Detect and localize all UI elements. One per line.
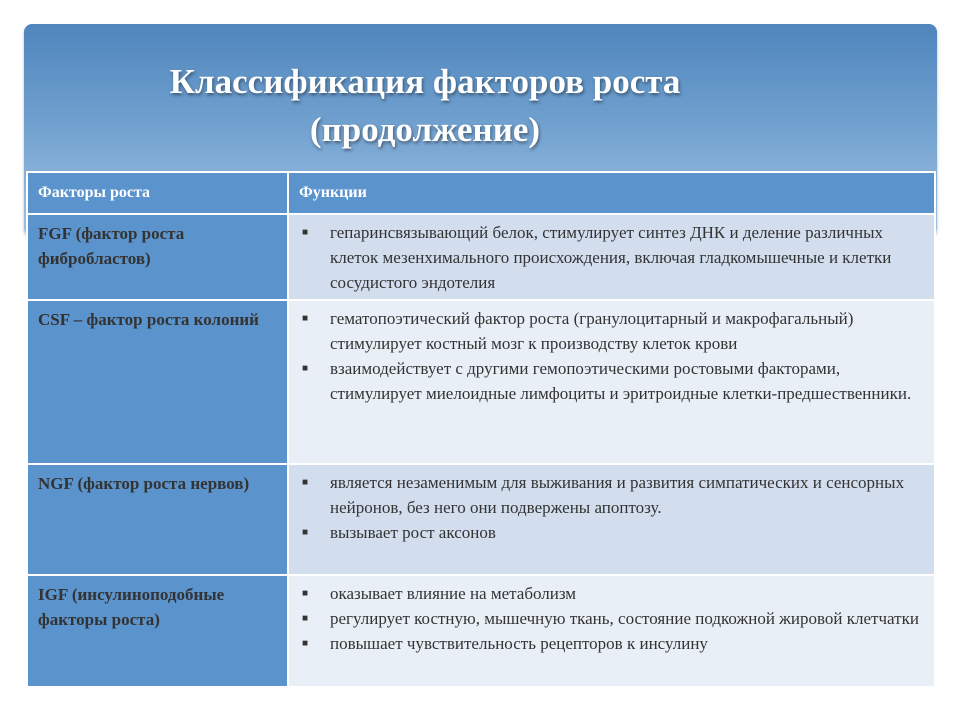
header-factors: Факторы роста [27,172,288,214]
bullet-icon: ■ [302,527,309,538]
functions-ngf [288,464,935,575]
functions-igf [288,575,935,687]
list-item: ■ взаимодействует с другими гемопоэтическими ростовыми факторами, стимулирует миелоидные лимфоциты и эритроидные клетки-предшественники. [330,356,919,406]
table-row-igf [27,575,935,687]
list-item: ■ повышает чувствительность рецепторов к инсулину [330,631,919,656]
factor-igf: IGF (инсулиноподобные факторы роста) [27,575,288,687]
growth-factors-table [26,171,936,688]
bullet-icon: ■ [302,313,309,324]
slide-title [40,58,810,154]
factor-csf: CSF – фактор роста колоний [27,300,288,464]
functions-csf [288,300,935,464]
factor-ngf: NGF (фактор роста нервов) [27,464,288,575]
list-item: ■ гепаринсвязывающий белок, стимулирует синтез ДНК и деление различных клеток мезенхимального происхождения, включая гладкомышечные и клетки сосудистого эндотелия [330,220,919,295]
bullet-icon: ■ [302,638,309,649]
list-item: ■ вызывает рост аксонов [330,520,919,545]
slide-title-line2: (продолжение) [309,110,541,149]
bullet-icon: ■ [302,613,309,624]
list-item: ■ гематопоэтический фактор роста (гранулоцитарный и макрофагальный) стимулирует костный мозг к производству клеток крови [330,306,919,356]
list-item: ■ оказывает влияние на метаболизм [330,581,919,606]
list-item: ■ регулирует костную, мышечную ткань, состояние подкожной жировой клетчатки [330,606,919,631]
table-row-fgf [27,214,935,300]
bullet-icon: ■ [302,588,309,599]
factor-fgf: FGF (фактор роста фибробластов) [27,214,288,300]
bullet-icon: ■ [302,363,309,374]
bullet-icon: ■ [302,227,309,238]
table-row-csf [27,300,935,464]
list-item: ■ является незаменимым для выживания и развития симпатических и сенсорных нейронов, без него они подвержены апоптозу. [330,470,919,520]
header-functions: Функции [288,172,935,214]
slide-title-line1: Классификация факторов роста [169,62,681,101]
functions-fgf [288,214,935,300]
bullet-icon: ■ [302,477,309,488]
table-header-row [27,172,935,214]
table-row-ngf [27,464,935,575]
